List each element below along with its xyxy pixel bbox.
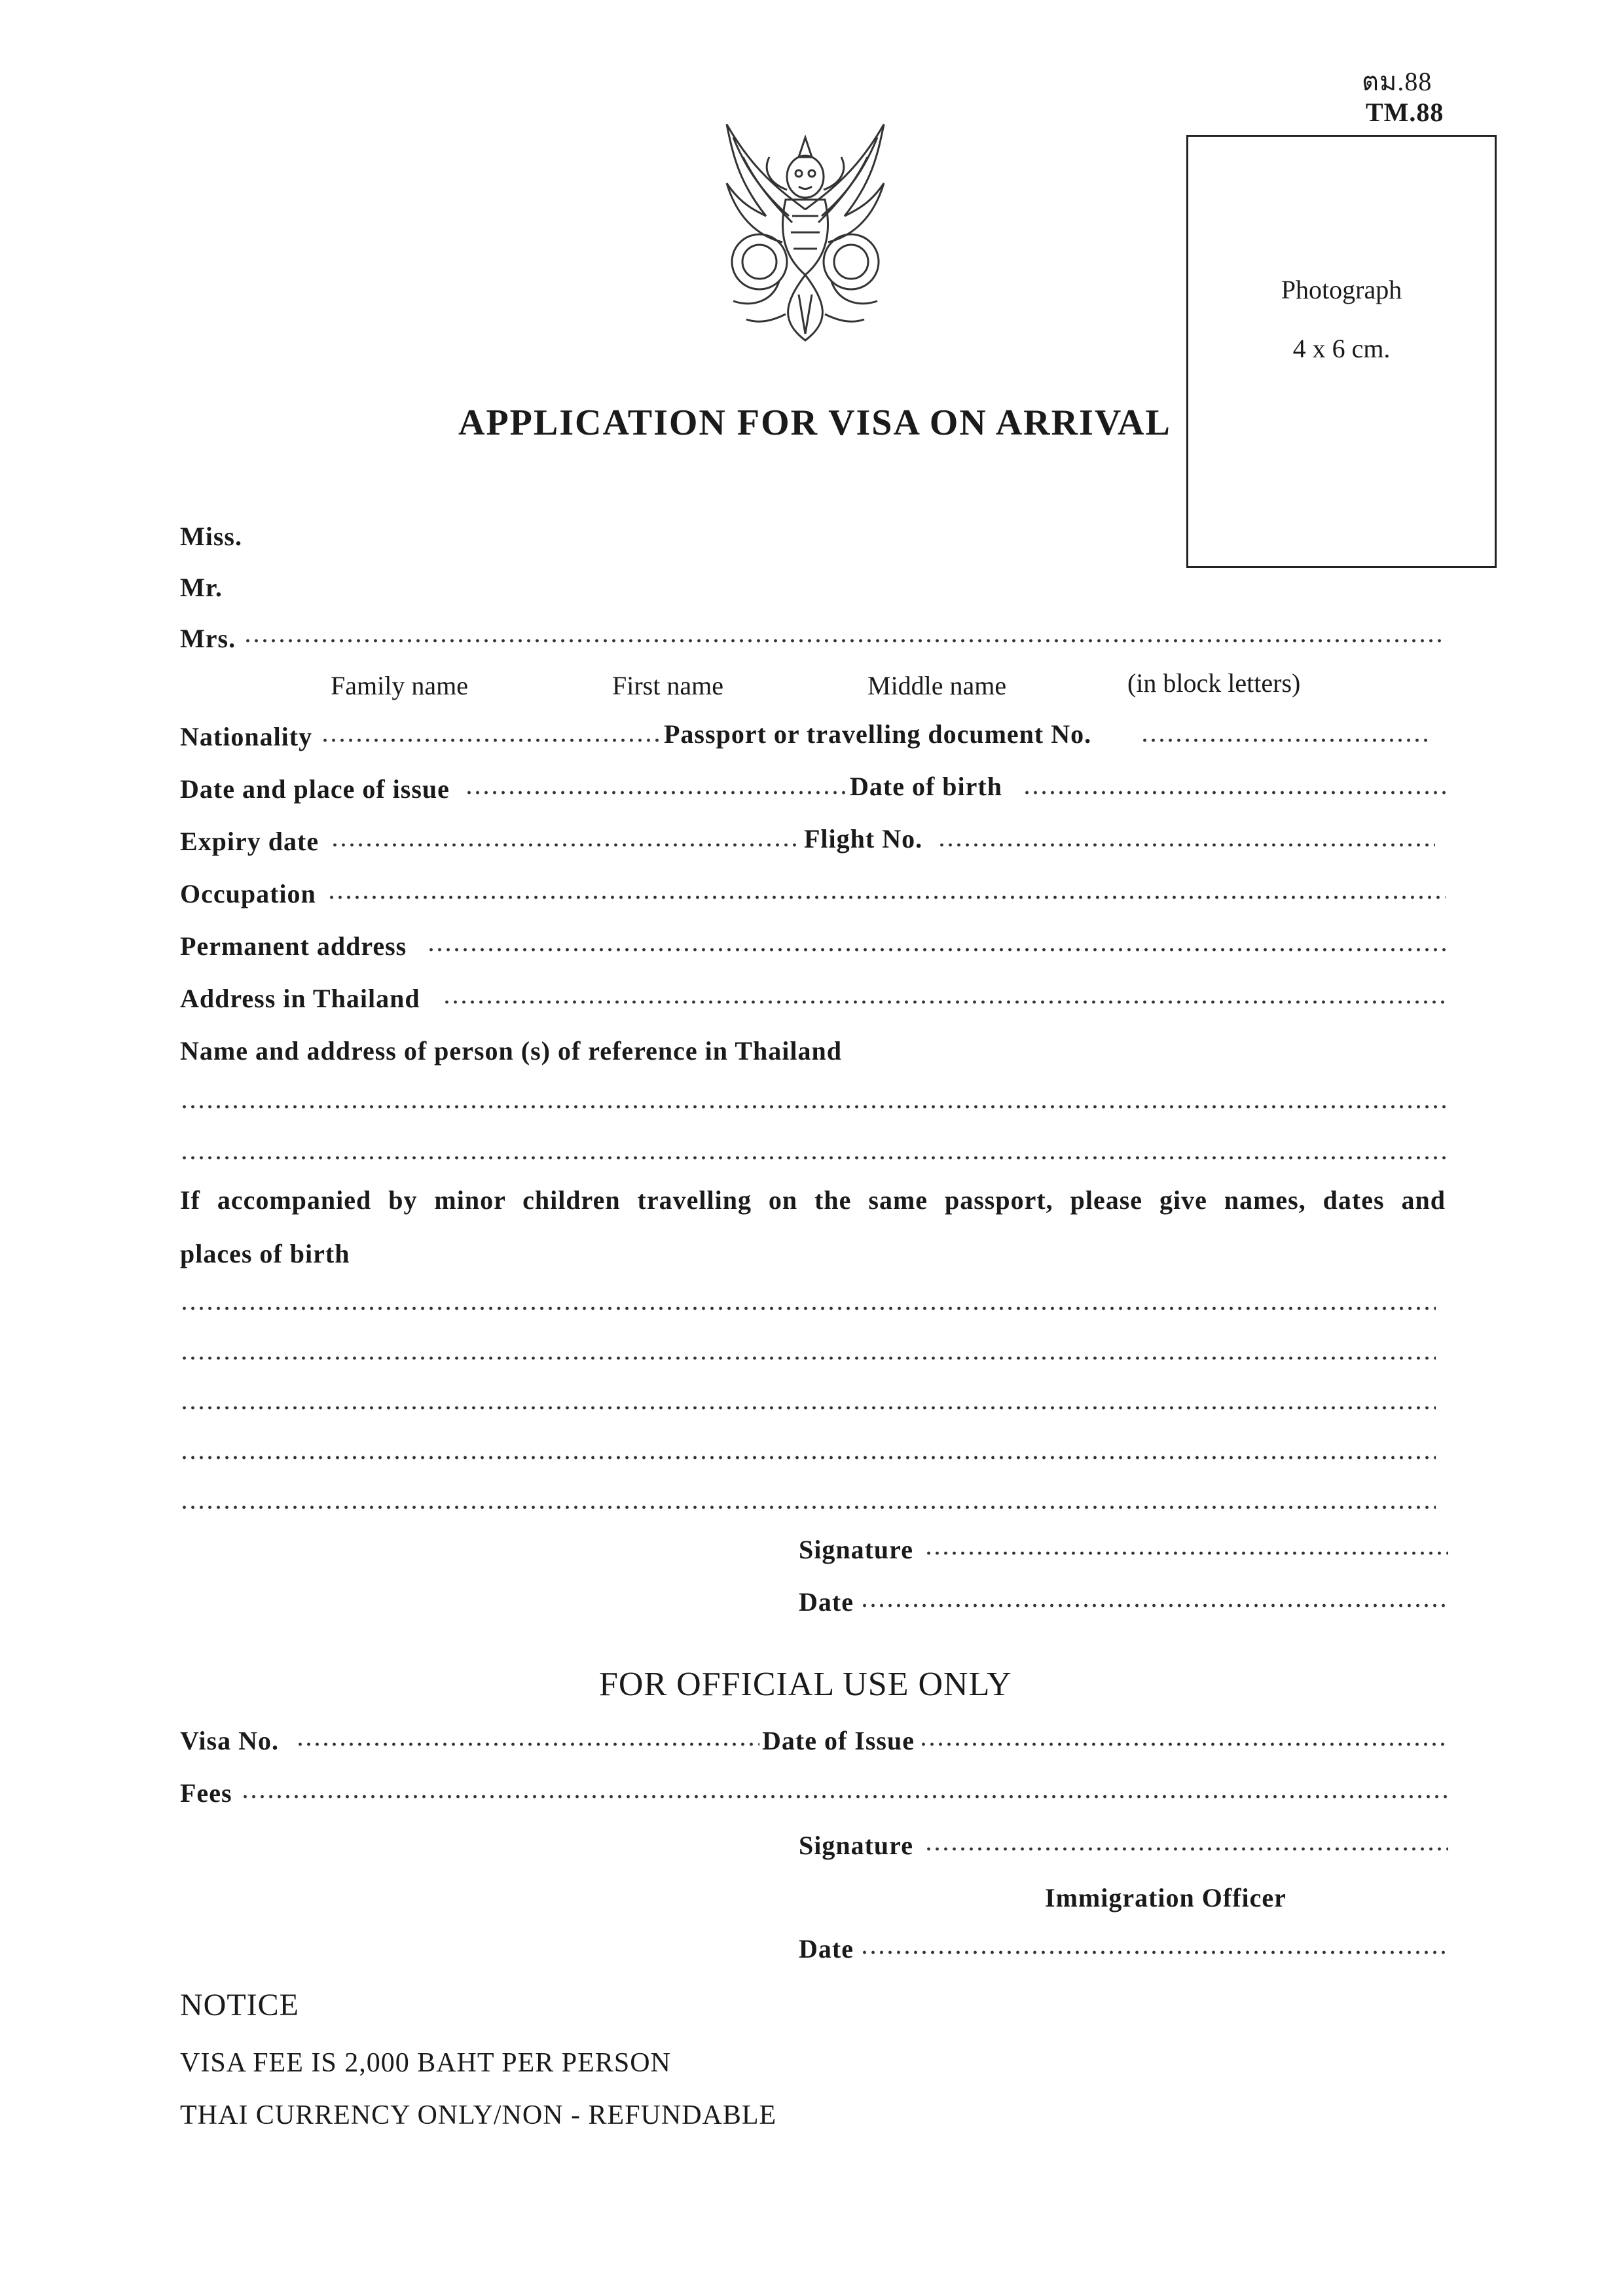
title-mrs[interactable]: Mrs. [180, 624, 236, 653]
photograph-size: 4 x 6 cm. [1292, 334, 1391, 363]
nationality-field[interactable] [321, 738, 661, 742]
title-mr[interactable]: Mr. [180, 573, 223, 602]
visa-no-label: Visa No. [180, 1726, 279, 1755]
official-use-title: FOR OFFICIAL USE ONLY [599, 1666, 1012, 1703]
first-name-label: First name [612, 671, 723, 700]
applicant-signature-label: Signature [799, 1535, 913, 1564]
garuda-emblem-icon [707, 111, 903, 353]
address-thailand-label: Address in Thailand [180, 984, 420, 1013]
visa-no-field[interactable] [296, 1742, 759, 1746]
permanent-address-label: Permanent address [180, 931, 407, 961]
passport-no-field[interactable] [1140, 738, 1432, 742]
permanent-address-field[interactable] [427, 948, 1446, 952]
children-field-line-3[interactable] [180, 1406, 1436, 1410]
reference-field-line-2[interactable] [180, 1156, 1446, 1160]
officer-date-field[interactable] [860, 1950, 1448, 1954]
applicant-date-label: Date [799, 1587, 854, 1617]
children-field-line-2[interactable] [180, 1356, 1436, 1360]
children-instruction-line-2: places of birth [180, 1239, 350, 1268]
officer-signature-field[interactable] [924, 1847, 1448, 1851]
children-instruction-line-1: If accompanied by minor children travelling on the same passport, please give names, dates and [180, 1185, 1446, 1215]
immigration-officer-label: Immigration Officer [1045, 1883, 1286, 1912]
reference-person-label: Name and address of person (s) of reference in Thailand [180, 1036, 842, 1066]
officer-date-label: Date [799, 1934, 854, 1964]
date-place-issue-field[interactable] [465, 791, 846, 795]
date-of-issue-field[interactable] [919, 1742, 1448, 1746]
page-title: APPLICATION FOR VISA ON ARRIVAL [458, 403, 1171, 443]
notice-title: NOTICE [180, 1988, 299, 2022]
fees-label: Fees [180, 1778, 232, 1808]
reference-field-line-1[interactable] [180, 1105, 1446, 1109]
applicant-signature-field[interactable] [924, 1551, 1448, 1555]
form-code: TM.88 [1366, 98, 1444, 127]
expiry-date-label: Expiry date [180, 827, 319, 856]
notice-line-currency: THAI CURRENCY ONLY/NON - REFUNDABLE [180, 2100, 777, 2130]
name-field[interactable] [244, 639, 1446, 643]
date-of-issue-label: Date of Issue [762, 1726, 915, 1755]
children-field-line-4[interactable] [180, 1456, 1436, 1460]
date-place-issue-label: Date and place of issue [180, 774, 450, 804]
family-name-label: Family name [331, 671, 468, 700]
date-of-birth-label: Date of birth [850, 772, 1002, 801]
applicant-date-field[interactable] [860, 1604, 1448, 1607]
middle-name-label: Middle name [867, 671, 1007, 700]
occupation-field[interactable] [327, 895, 1446, 899]
title-miss[interactable]: Miss. [180, 522, 242, 551]
occupation-label: Occupation [180, 879, 316, 908]
date-of-birth-field[interactable] [1023, 791, 1446, 795]
address-thailand-field[interactable] [443, 1000, 1446, 1004]
children-field-line-1[interactable] [180, 1306, 1436, 1310]
photograph-label: Photograph [1281, 275, 1402, 304]
photograph-box[interactable] [1186, 135, 1497, 568]
notice-line-fee: VISA FEE IS 2,000 BAHT PER PERSON [180, 2048, 671, 2078]
flight-no-field[interactable] [938, 843, 1435, 847]
block-letters-note: (in block letters) [1127, 668, 1301, 698]
passport-no-label: Passport or travelling document No. [664, 719, 1092, 749]
flight-no-label: Flight No. [804, 824, 923, 853]
expiry-date-field[interactable] [331, 843, 801, 847]
officer-signature-label: Signature [799, 1831, 913, 1860]
nationality-label: Nationality [180, 722, 313, 751]
form-code-thai: ตม.88 [1362, 67, 1432, 96]
children-field-line-5[interactable] [180, 1505, 1436, 1509]
fees-field[interactable] [241, 1795, 1448, 1799]
